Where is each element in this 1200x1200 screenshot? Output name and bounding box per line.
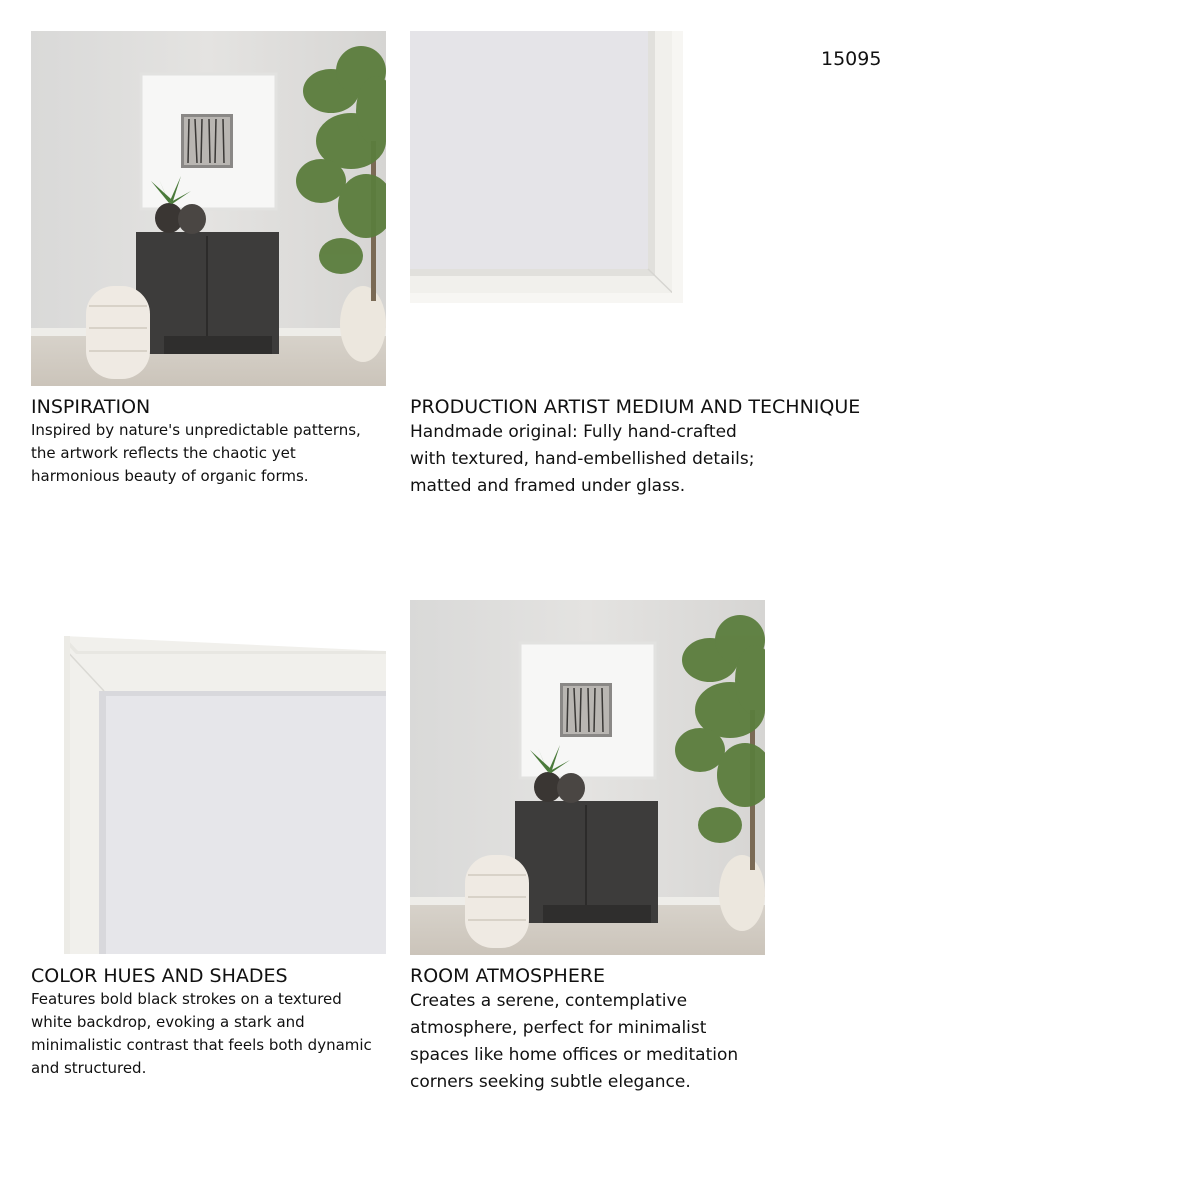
- room-line: atmosphere, perfect for minimalist: [410, 1018, 707, 1038]
- color-body: [31, 988, 391, 1080]
- inspiration-line: Inspired by nature's unpredictable patterns,: [31, 421, 361, 439]
- color-line: and structured.: [31, 1059, 147, 1077]
- frame-corner-image-1: [410, 31, 683, 303]
- color-line: Features bold black strokes on a textured: [31, 990, 342, 1008]
- room-scene-image-2: [410, 600, 765, 955]
- frame-corner-image-2: [64, 636, 386, 954]
- inspiration-body: [31, 419, 391, 488]
- room-line: corners seeking subtle elegance.: [410, 1072, 691, 1092]
- inspiration-line: harmonious beauty of organic forms.: [31, 467, 309, 485]
- room-section: [410, 964, 830, 1096]
- color-title: COLOR HUES AND SHADES: [31, 965, 288, 987]
- room-scene-illustration: [410, 600, 765, 955]
- production-body: [410, 419, 970, 500]
- room-title: ROOM ATMOSPHERE: [410, 965, 606, 987]
- room-body: [410, 988, 830, 1096]
- production-line: Handmade original: Fully hand-crafted: [410, 422, 737, 442]
- color-line: white backdrop, evoking a stark and: [31, 1013, 305, 1031]
- production-line: with textured, hand-embellished details;: [410, 449, 755, 469]
- production-title: PRODUCTION ARTIST MEDIUM AND TECHNIQUE: [410, 396, 861, 418]
- frame-corner-illustration: [64, 636, 386, 954]
- color-line: minimalistic contrast that feels both dynamic: [31, 1036, 372, 1054]
- room-line: spaces like home offices or meditation: [410, 1045, 739, 1065]
- production-line: matted and framed under glass.: [410, 476, 686, 496]
- room-line: Creates a serene, contemplative: [410, 991, 688, 1011]
- production-section: [410, 395, 970, 500]
- product-sku: 15095: [821, 48, 882, 70]
- inspiration-title: INSPIRATION: [31, 396, 151, 418]
- frame-corner-illustration: [410, 31, 683, 303]
- inspiration-line: the artwork reflects the chaotic yet: [31, 444, 296, 462]
- room-scene-image: [31, 31, 386, 386]
- inspiration-section: [31, 395, 391, 488]
- room-scene-illustration: [31, 31, 386, 386]
- color-section: [31, 964, 391, 1080]
